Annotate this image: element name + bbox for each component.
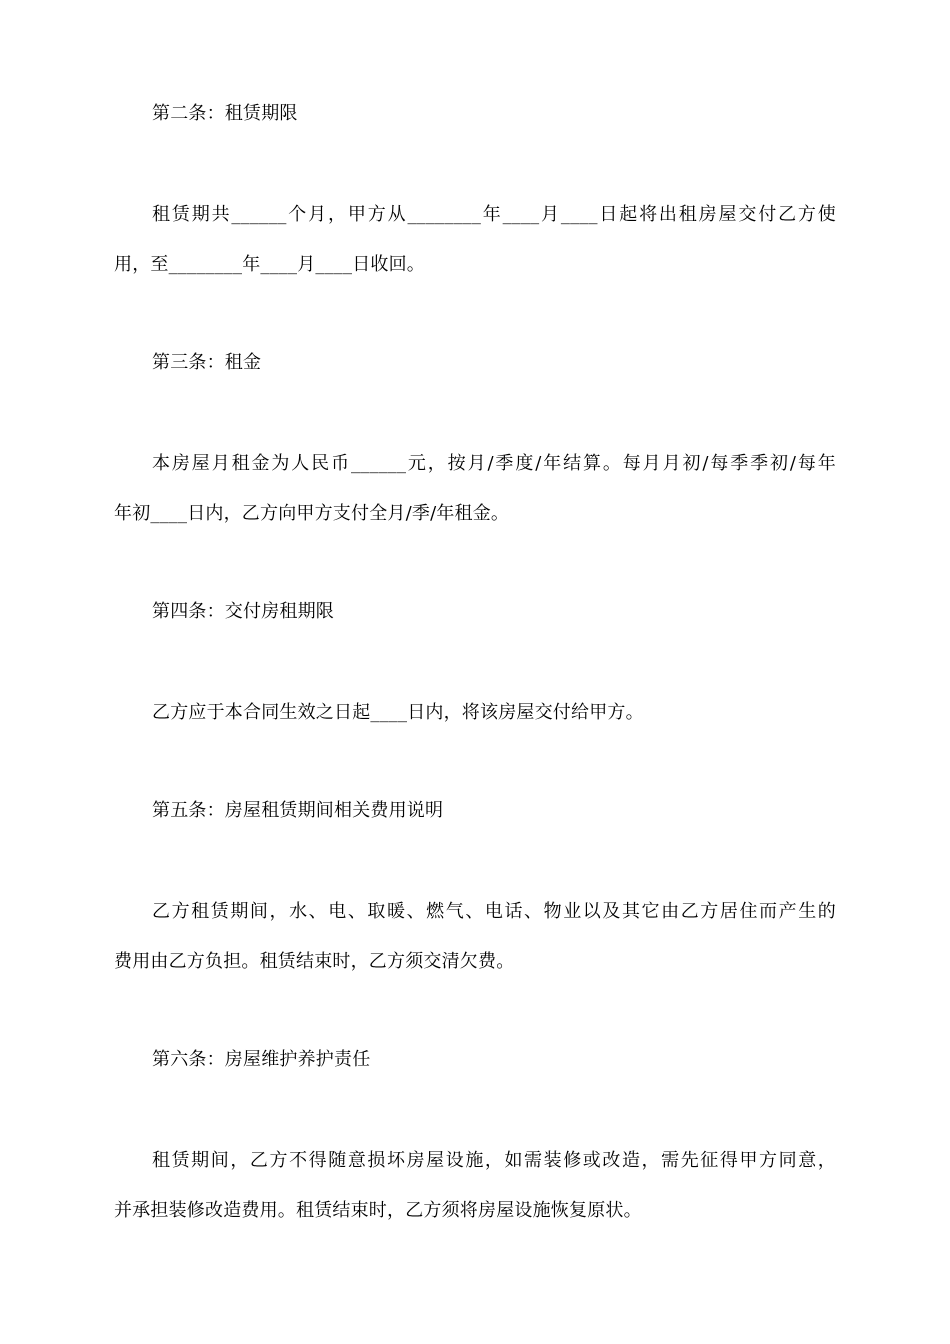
- section-heading-expenses: 第五条：房屋租赁期间相关费用说明: [152, 800, 444, 821]
- paragraph-line: 本房屋月租金为人民币______元，按月/季度/年结算。每月月初/每季季初/每年: [152, 453, 836, 474]
- paragraph-line: 租赁期间，乙方不得随意损坏房屋设施，如需装修或改造，需先征得甲方同意，: [152, 1150, 836, 1171]
- section-heading-lease-term: 第二条：租赁期限: [152, 103, 298, 124]
- paragraph-line: 费用由乙方负担。租赁结束时，乙方须交清欠费。: [114, 951, 515, 972]
- paragraph-line: 年初____日内，乙方向甲方支付全月/季/年租金。: [114, 503, 510, 524]
- paragraph-line: 租赁期共______个月，甲方从________年____月____日起将出租房屋交付乙方使: [152, 204, 836, 225]
- paragraph-line: 乙方应于本合同生效之日起____日内，将该房屋交付给甲方。: [152, 702, 644, 723]
- section-heading-delivery-term: 第四条：交付房租期限: [152, 601, 334, 622]
- paragraph-line: 用，至________年____月____日收回。: [114, 254, 425, 275]
- section-heading-maintenance: 第六条：房屋维护养护责任: [152, 1049, 371, 1070]
- paragraph-line: 乙方租赁期间，水、电、取暖、燃气、电话、物业以及其它由乙方居住而产生的: [152, 901, 836, 922]
- paragraph-line: 并承担装修改造费用。租赁结束时，乙方须将房屋设施恢复原状。: [114, 1200, 642, 1221]
- section-heading-rent: 第三条：租金: [152, 352, 262, 373]
